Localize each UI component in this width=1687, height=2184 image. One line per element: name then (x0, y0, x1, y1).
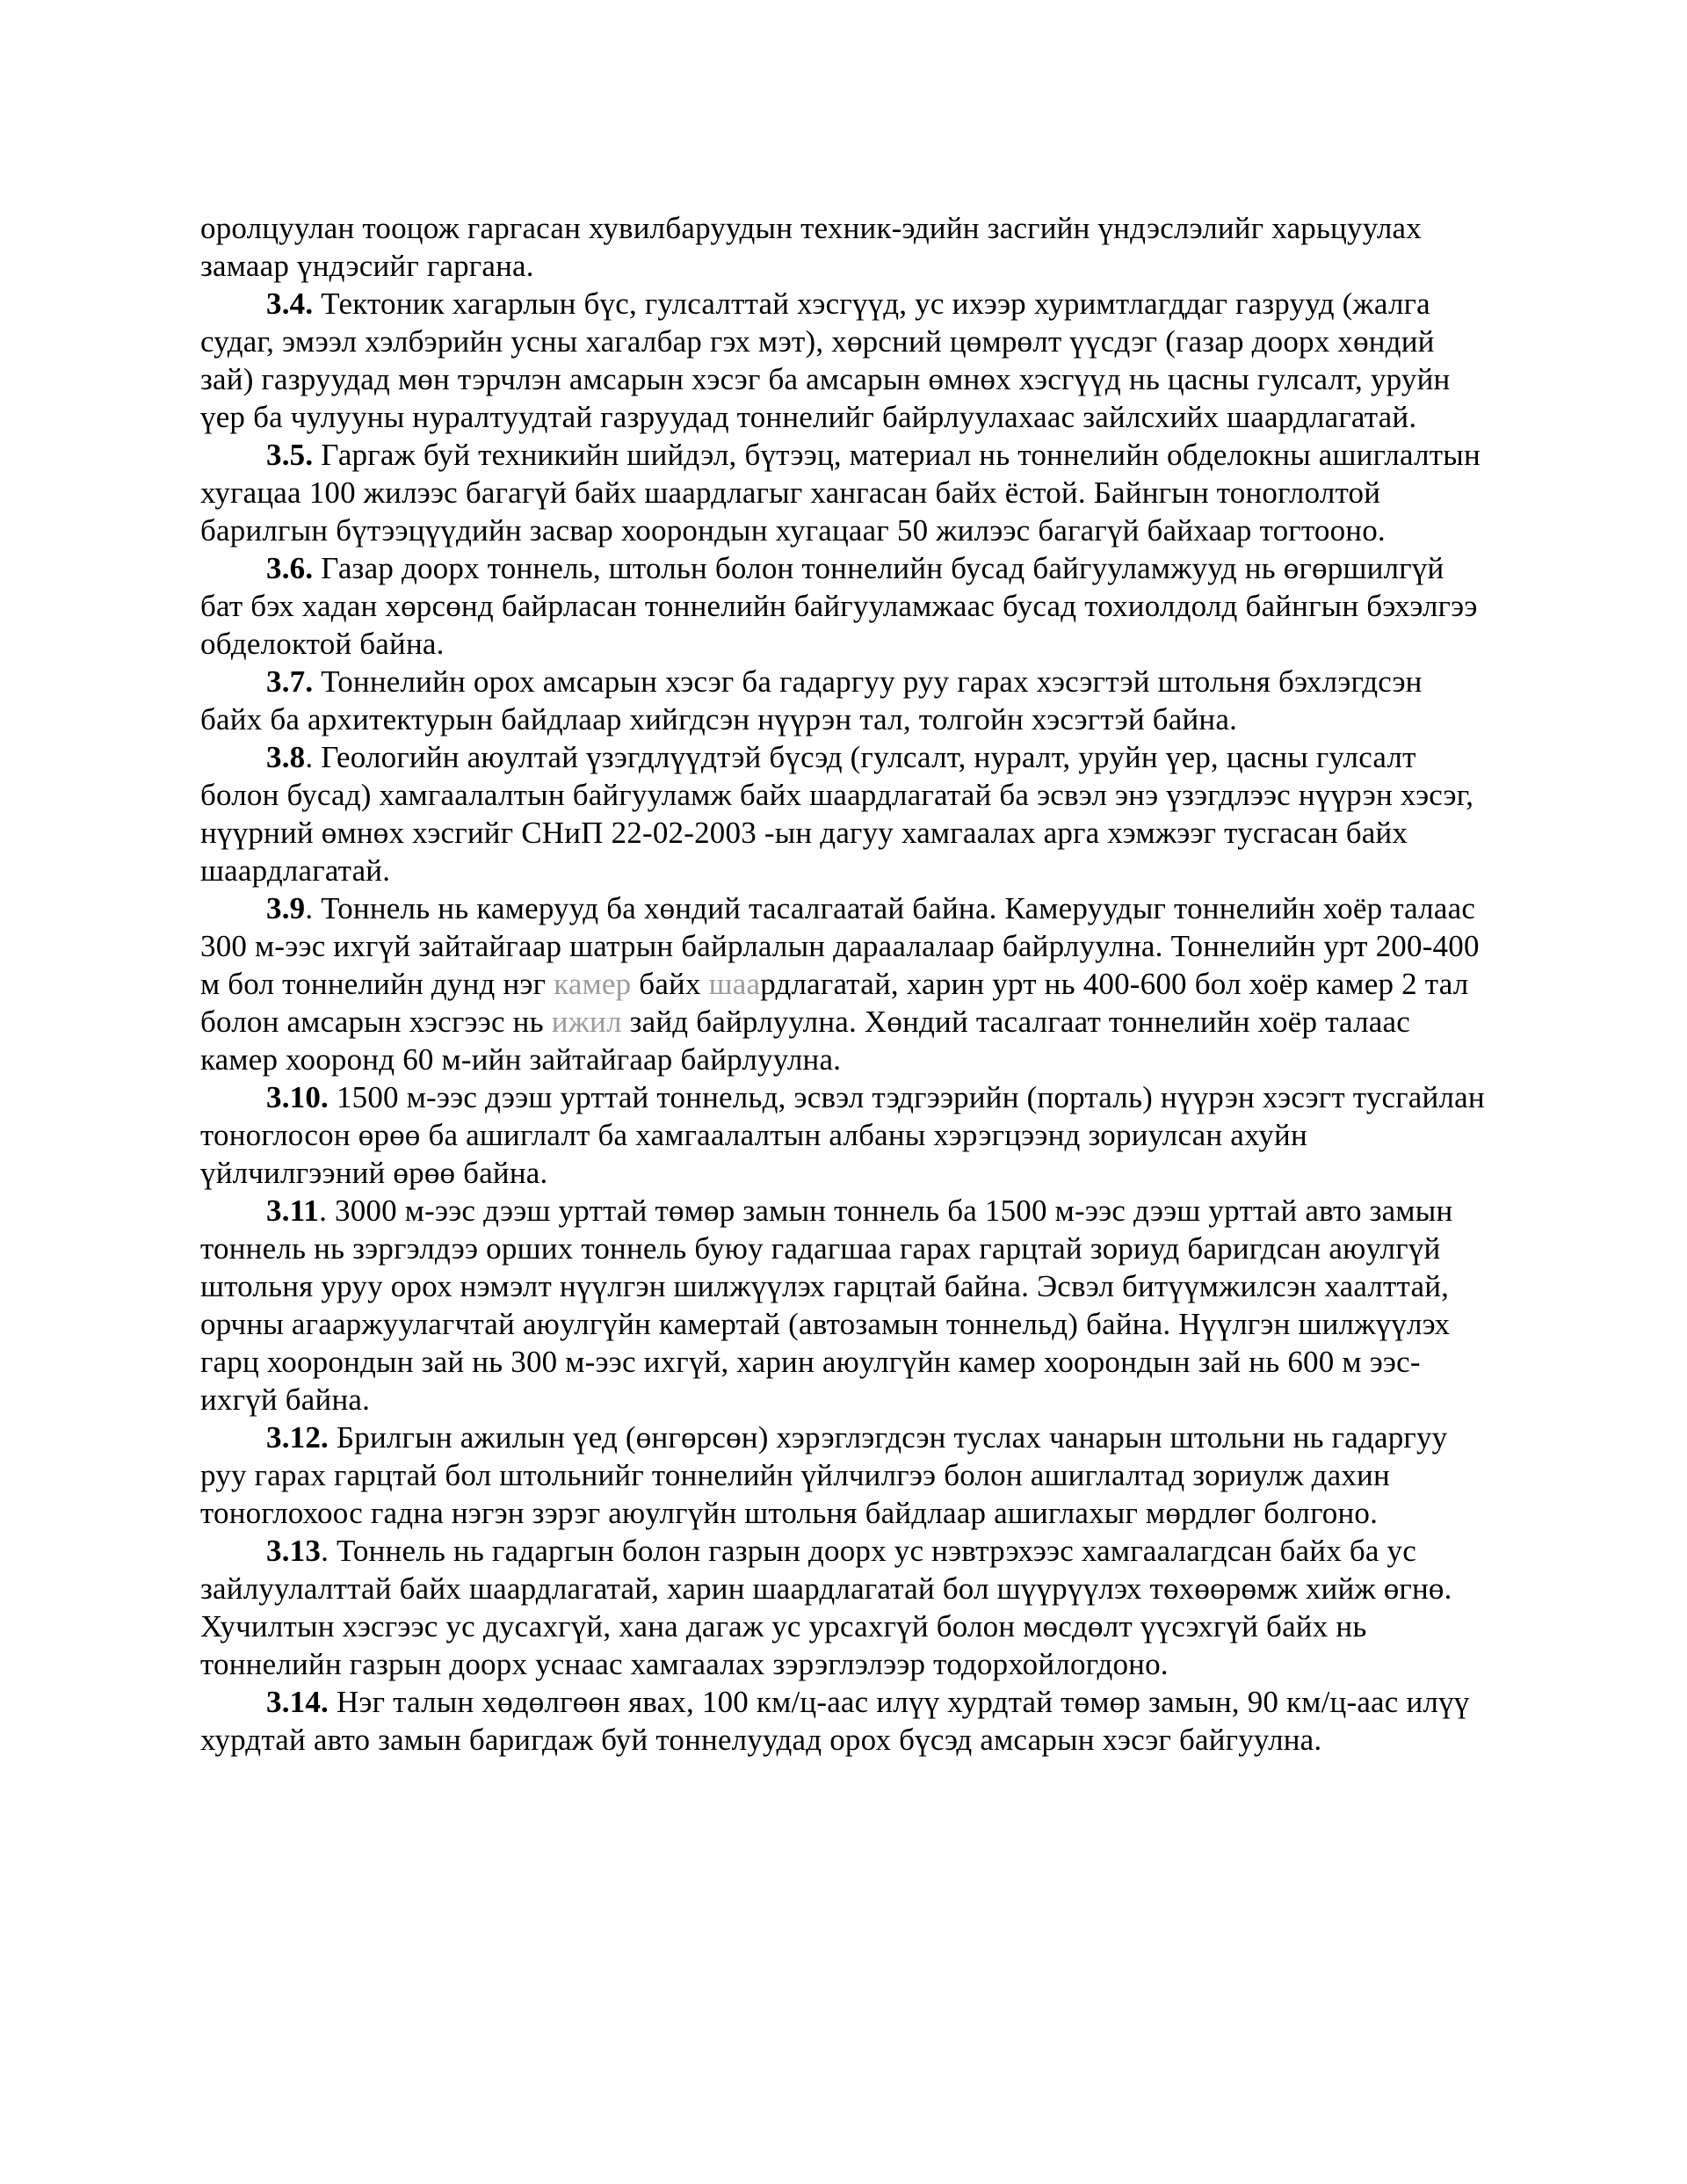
paragraph (200, 663, 1487, 738)
paragraph-number: 3.9 (266, 891, 306, 925)
paragraph-text: Тектоник хагарлын бүс, гулсалттай хэсгүүд, ус ихээр хуримтлагддаг газрууд (жалга судаг, эмээл хэлбэрийн усны хагалбар гэх мэт), хөрсний цөмрөлт үүсдэг (газар доорх хөндий зай) газруудад мөн тэрчлэн амсарын хэсэг ба амсарын өмнөх хэсгүүд нь цасны гулсалт, уруйн үер ба чулууны нуралтуудтай газруудад тоннелийг байрлуулахаас зайлсхийх шаардлагатай. (200, 287, 1451, 434)
paragraph-text: оролцуулан тооцож гаргасан хувилбаруудын техник-эдийн засгийн үндэслэлийг харьцуулах замаар үндэсийг гаргана. (200, 211, 1422, 283)
paragraph-text: . Тоннель нь гадаргын болон газрын доорх ус нэвтрэхээс хамгаалагдсан байх ба ус зайлуулалттай байх шаардлагатай, харин шаардлагатай бол шүүрүүлэх төхөөрөмж хийж өгнө. Хучилтын хэсгээс ус дусахгүй, хана дагаж ус урсахгүй болон мөсдөлт үүсэхгүй байх нь тоннелийн газрын доорх уснаас хамгаалах зэрэглэлээр тодорхойлогдоно. (200, 1534, 1452, 1681)
paragraph-text: камер (554, 967, 632, 1001)
paragraph-text: байх (631, 967, 709, 1001)
paragraph (200, 436, 1487, 549)
paragraph-text: Газар доорх тоннель, штольн болон тоннелийн бусад байгууламжууд нь өгөршилгүй бат бэх хадан хөрсөнд байрласан тоннелийн байгууламжаас бусад тохиолдолд байнгын бэхэлгээ обделоктой байна. (200, 551, 1478, 661)
paragraph (200, 1532, 1487, 1683)
paragraph-number: 3.12. (266, 1420, 329, 1455)
paragraph-number: 3.7. (266, 664, 314, 699)
paragraph-text: . Тоннель нь камерууд ба хөндий тасалгаатай байна. Камеруудыг тоннелийн хоёр талаас 300 м-ээс ихгүй зайтайгаар шатрын байрлалын дараалалаар байрлуулна. Тоннелийн урт 200-400 м бол тоннелийн дунд нэг (200, 891, 1480, 1001)
paragraph-text: зайд байрлуулна. Хөндий тасалгаат тоннелийн хоёр талаас камер хооронд 60 м-ийн зайтайгаар байрлуулна. (200, 1005, 1410, 1077)
paragraph-text: Брилгын ажилын үед (өнгөрсөн) хэрэглэгдсэн туслах чанарын штольни нь гадаргуу руу гарах гарцтай бол штольнийг тоннелийн үйлчилгээ болон ашиглалтад зориулж дахин тоноглохоос гадна нэгэн зэрэг аюулгүйн штольня байдлаар ашиглахыг мөрдлөг болгоно. (200, 1420, 1448, 1530)
paragraph-number: 3.13 (266, 1534, 322, 1568)
paragraph-text: . 3000 м-ээс дээш урттай төмөр замын тоннель ба 1500 м-ээс дээш урттай авто замын тоннель нь зэргэлдээ орших тоннель буюу гадагшаа гарах гарцтай зориуд баригдсан аюулгүй штольня уруу орох нэмэлт нүүлгэн шилжүүлэх гарцтай байна. Эсвэл битүүмжилсэн хаалттай, орчны агааржуулагчтай аюулгүйн камертай (автозамын тоннельд) байна. Нүүлгэн шилжүүлэх гарц хоорондын зай нь 300 м-ээс ихгүй, харин аюулгүйн камер хоорондын зай нь 600 м ээс-ихгүй байна. (200, 1194, 1453, 1417)
paragraph-text: ижил (551, 1005, 622, 1039)
paragraph-number: 3.14. (266, 1685, 329, 1719)
paragraph-number: 3.4. (266, 287, 314, 321)
paragraph-text: Гаргаж буй техникийн шийдэл, бүтээц, материал нь тоннелийн обделокны ашиглалтын хугацаа 100 жилээс багагүй байх шаардлагыг хангасан байх ёстой. Байнгын тоноглолтой барилгын бүтээцүүдийн засвар хоорондын хугацааг 50 жилээс багагүй байхаар тогтооно. (200, 438, 1481, 548)
paragraph (200, 1683, 1487, 1759)
paragraph (200, 209, 1487, 285)
paragraph (200, 1419, 1487, 1532)
paragraph (200, 1078, 1487, 1192)
paragraph-number: 3.11 (266, 1194, 320, 1228)
paragraph-number: 3.10. (266, 1080, 329, 1114)
paragraph (200, 1192, 1487, 1419)
document-body (200, 209, 1487, 1759)
paragraph-text: рдлагатай, харин урт нь 400-600 бол хоёр камер 2 тал болон амсарын хэсгээс нь (200, 967, 1469, 1039)
paragraph-text: шаа (708, 967, 761, 1001)
paragraph-number: 3.6. (266, 551, 314, 585)
paragraph-text: 1500 м-ээс дээш урттай тоннельд, эсвэл тэдгээрийн (порталь) нүүрэн хэсэгт тусгайлан тоноглосон өрөө ба ашиглалт ба хамгаалалтын албаны хэрэгцээнд зориулсан ахуйн үйлчилгээний өрөө байна. (200, 1080, 1485, 1190)
paragraph (200, 738, 1487, 889)
paragraph (200, 549, 1487, 663)
paragraph-text: Тоннелийн орох амсарын хэсэг ба гадаргуу руу гарах хэсэгтэй штольня бэхлэгдсэн байх ба архитектурын байдлаар хийгдсэн нүүрэн тал, толгойн хэсэгтэй байна. (200, 664, 1423, 736)
paragraph-number: 3.8 (266, 740, 306, 774)
paragraph (200, 285, 1487, 436)
paragraph-number: 3.5. (266, 438, 314, 472)
paragraph (200, 889, 1487, 1078)
paragraph-text: Нэг талын хөдөлгөөн явах, 100 км/ц-аас илүү хурдтай төмөр замын, 90 км/ц-аас илүү хурдтай авто замын баригдаж буй тоннелуудад орох бүсэд амсарын хэсэг байгуулна. (200, 1685, 1470, 1757)
paragraph-text: . Геологийн аюултай үзэгдлүүдтэй бүсэд (гулсалт, нуралт, уруйн үер, цасны гулсалт болон бусад) хамгаалалтын байгууламж байх шаардлагатай ба эсвэл энэ үзэгдлээс нүүрэн хэсэг, нүүрний өмнөх хэсгийг СНиП 22-02-2003 -ын дагуу хамгаалах арга хэмжээг тусгасан байх шаардлагатай. (200, 740, 1474, 888)
